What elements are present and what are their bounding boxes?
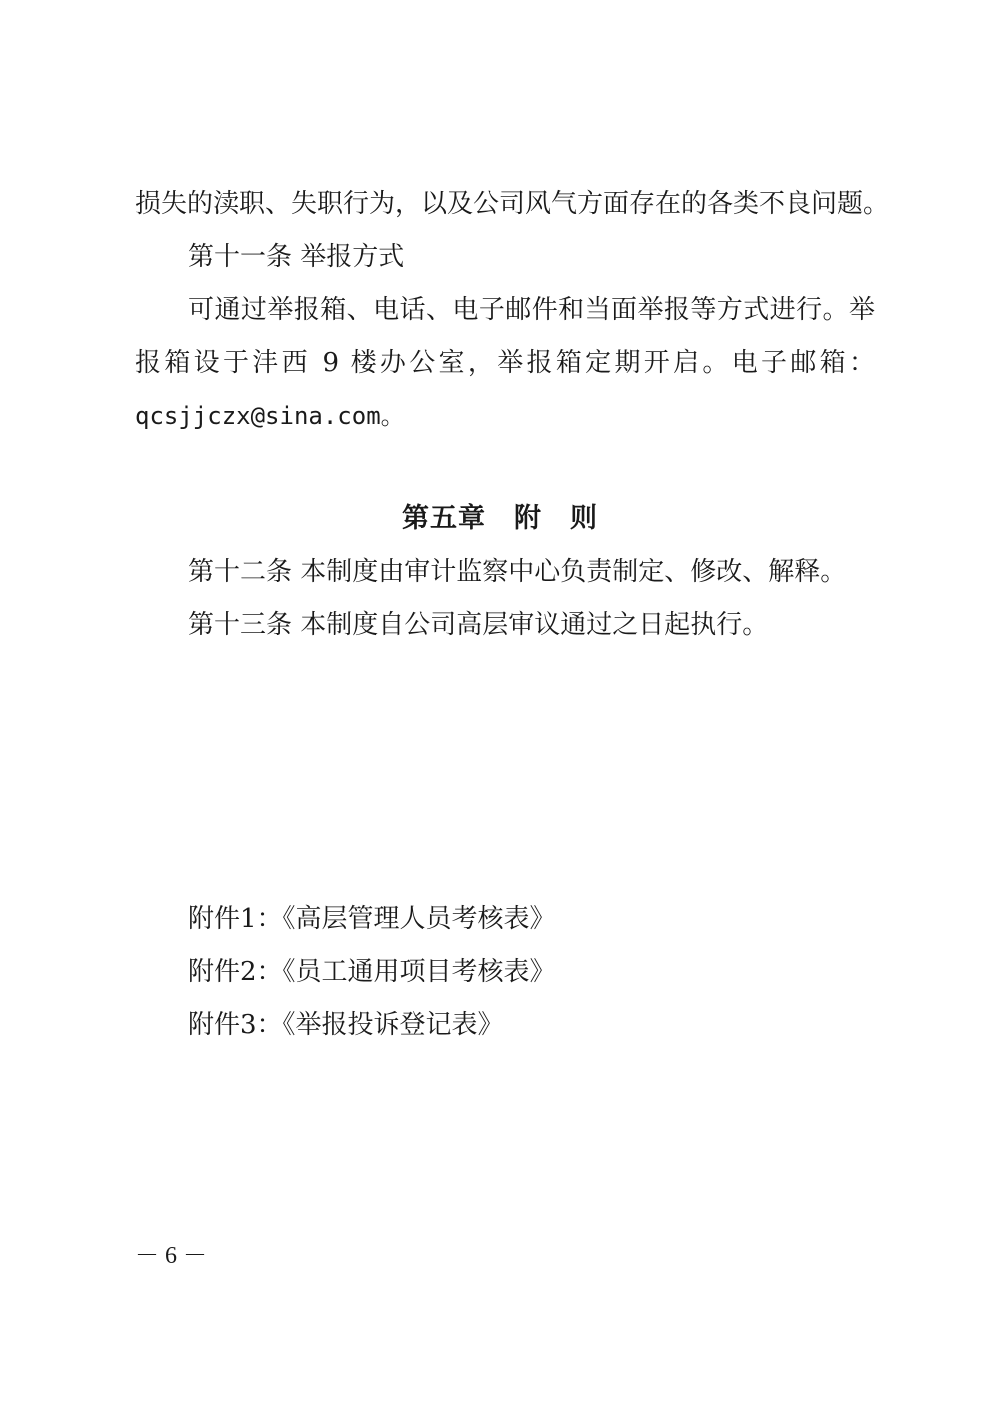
article-11-line-1: 可通过举报箱、电话、电子邮件和当面举报等方式进行。举 <box>188 295 875 325</box>
article-12: 第十二条 本制度由审计监察中心负责制定、修改、解释。 <box>188 557 847 587</box>
attachment-2: 附件2：《员工通用项目考核表》 <box>188 957 556 987</box>
attachment-3: 附件3：《举报投诉登记表》 <box>188 1010 504 1040</box>
article-11-email: qcsjjczx@sina.com。 <box>135 402 405 430</box>
page-number: － 6 － <box>135 1243 207 1269</box>
article-11-line-2: 报箱设于沣西 9 楼办公室，举报箱定期开启。电子邮箱： <box>135 348 875 378</box>
article-13: 第十三条 本制度自公司高层审议通过之日起执行。 <box>188 610 769 640</box>
body-text-line: 损失的渎职、失职行为，以及公司风气方面存在的各类不良问题。 <box>135 189 890 219</box>
attachment-1: 附件1：《高层管理人员考核表》 <box>188 904 556 934</box>
article-11-title: 第十一条 举报方式 <box>188 242 405 272</box>
chapter-5-heading: 第五章 附 则 <box>402 503 598 534</box>
